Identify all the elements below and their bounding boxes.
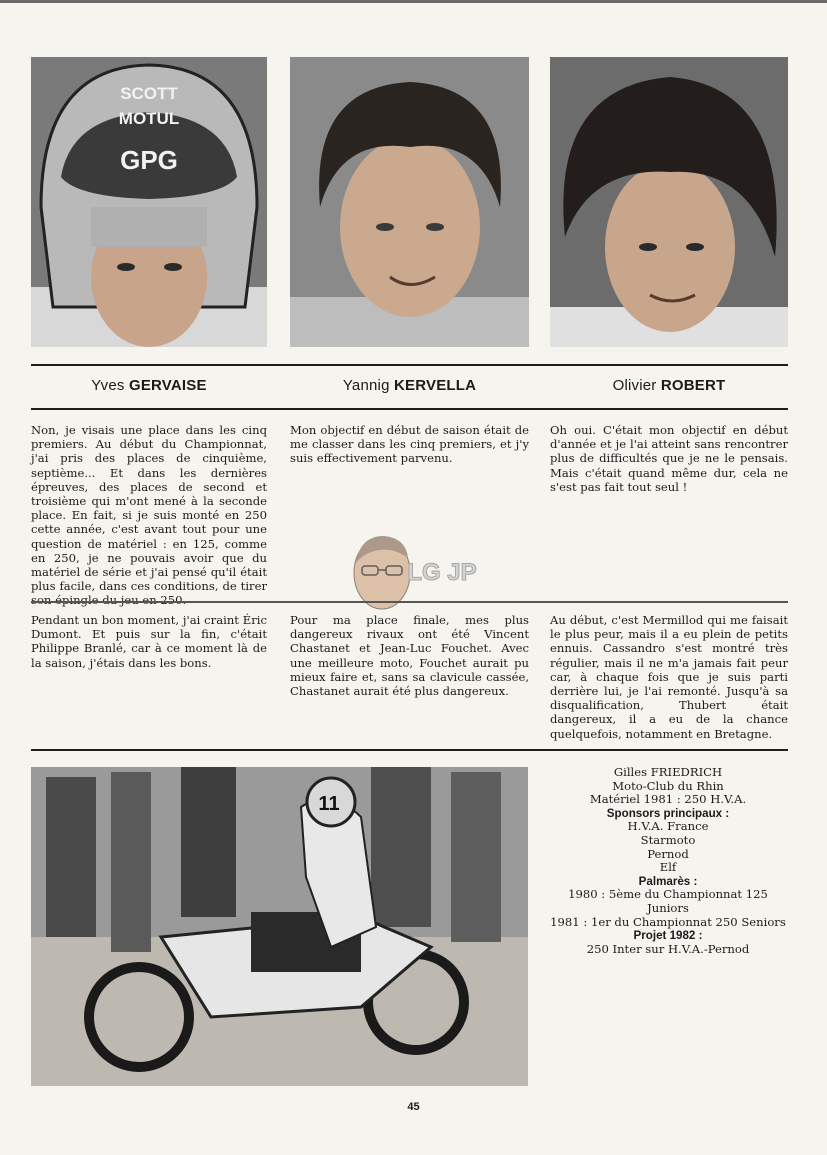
profile-club: Moto-Club du Rhin <box>612 778 724 793</box>
answer2-gervaise: Pendant un bon moment, j'ai craint Éric Dumont. Et puis sur la fin, c'était Philippe Branlé, car à ce moment là de la saison, j'étais dans les bons. <box>31 613 267 670</box>
project-text: 250 Inter sur H.V.A.-Pernod <box>586 941 750 956</box>
answer1-robert: Oh oui. C'était mon objectif en début d'année et je l'ai atteint sans rencontrer plus de difficultés que je ne le pensais. Mais c'était quand même dur, cela ne s'est pas fait tout seul ! <box>550 423 788 494</box>
profile-name: Gilles FRIEDRICH <box>613 765 723 779</box>
watermark-logo <box>340 528 480 618</box>
sponsor-item: H.V.A. France <box>627 819 709 834</box>
profile-material: Matériel 1981 : 250 H.V.A. <box>589 792 747 807</box>
answer1-kervella: Mon objectif en début de saison était de me classer dans les cinq premiers, et j'y suis effectivement parvenu. <box>290 423 529 466</box>
palmares-heading: Palmarès : <box>638 874 698 888</box>
helmet-text-motul: MOTUL <box>118 109 180 128</box>
bike-number: 11 <box>318 793 340 815</box>
page-number: 45 <box>407 1101 420 1113</box>
rule-names-top <box>31 364 788 366</box>
rider-name-gervaise: Yves GERVAISE <box>91 377 207 394</box>
sponsor-item: Elf <box>659 860 677 875</box>
rule-names-bottom <box>31 408 788 410</box>
answer2-robert: Au début, c'est Mermillod qui me faisait le plus peur, mais il a eu plein de petits ennuis. Cassandro s'est montré très régulier, mais il ne m'a jamais fait peur car, à chaque fois que je suis parti derrière lui, je l'ai remonté. Jusqu'à sa disqualification, Thubert était dangereux, il a eu de la chance quelquefois, notamment en Bretagne. <box>550 613 788 741</box>
portrait-photo-gervaise <box>31 57 267 347</box>
sponsors-heading: Sponsors principaux : <box>606 806 730 820</box>
rider-name-robert: Olivier ROBERT <box>612 377 726 394</box>
portrait-photo-robert <box>550 57 788 347</box>
rule-middle <box>31 601 788 603</box>
answer1-gervaise: Non, je visais une place dans les cinq premiers. Au début du Championnat, j'ai pris des places de cinquième, septième... Et dans les dernières épreuves, des places de second et troisième qui m'ont mené à la seconde place. En fait, si je suis monté en 250 cette année, c'est avant tout pour une question de matériel : en 125, comme en 250, je ne pouvais avoir que du matériel de série et j'ai pensé qu'il était plus facile, dans ces conditions, de tirer <box>31 423 267 594</box>
motocross-photo <box>31 767 528 1086</box>
rider-name-kervella: Yannig KERVELLA <box>342 377 477 394</box>
portrait-photo-kervella <box>290 57 529 347</box>
palmares-item: 1980 : 5ème du Championnat 125 Juniors <box>568 887 768 915</box>
answer2-kervella: Pour ma place finale, mes plus dangereux rivaux ont été Vincent Chastanet et Jean-Luc Fouchet. Avec une meilleure moto, Fouchet aurait pu mieux faire et, sans sa clavicule cassée, Chastanet aurait été plus dangereux. <box>290 613 529 699</box>
project-heading: Projet 1982 : <box>633 929 703 943</box>
sponsor-item: Starmoto <box>640 832 696 847</box>
helmet-text-gpg: GPG <box>120 145 178 175</box>
watermark-text: LG JP <box>407 559 477 586</box>
sponsor-item: Pernod <box>647 846 689 861</box>
rider-profile <box>548 766 788 956</box>
helmet-text-scott: SCOTT <box>120 84 178 103</box>
rule-lower <box>31 749 788 751</box>
palmares-item: 1981 : 1er du Championnat 250 Seniors <box>550 914 786 929</box>
top-border <box>0 0 827 3</box>
